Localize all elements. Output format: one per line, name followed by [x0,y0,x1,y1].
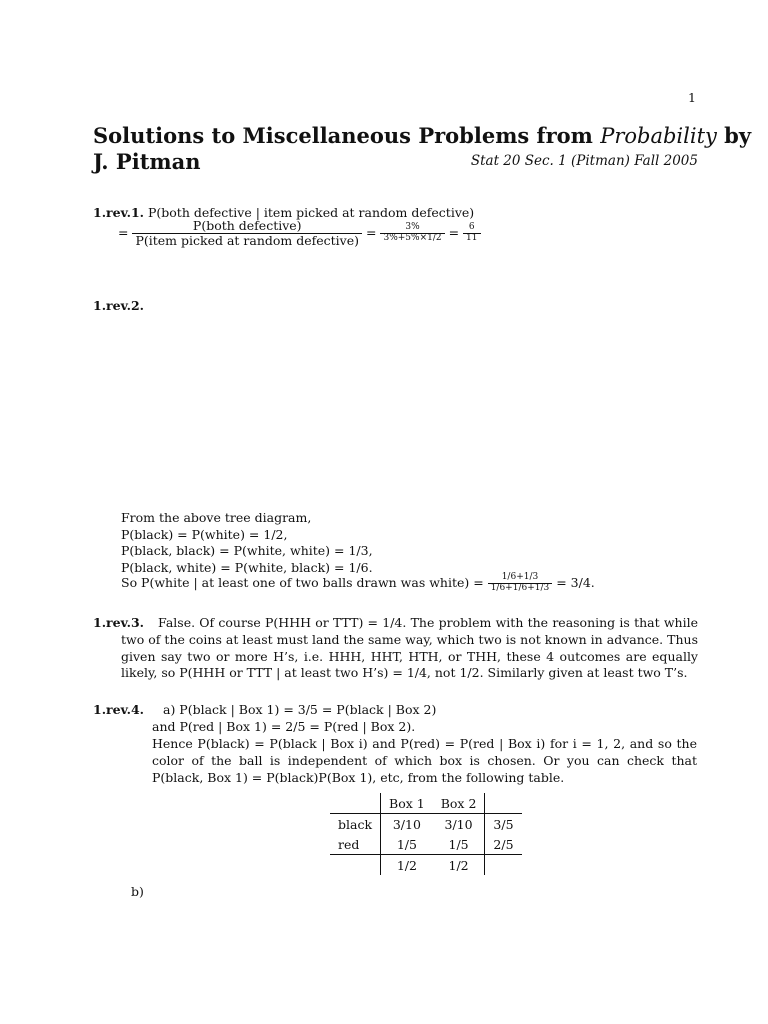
problem-4-line1: a) P(black | Box 1) = 3/5 = P(black | Box 2) [163,702,437,717]
row-label: red [330,834,381,855]
table-cell: 3/10 [381,814,433,835]
table-corner [330,855,381,876]
table-corner [330,793,381,814]
document-title [93,124,751,148]
problem-3-label-text: 1.rev.3. [93,615,144,630]
fraction-numerator: 1/6+1/3 [501,572,539,582]
problem-4-part-b: b) [131,884,144,899]
problem-2-line: P(black, white) = P(white, black) = 1/6. [121,560,373,575]
problem-4-label-text: 1.rev.4. [93,702,144,717]
row-total: 2/5 [485,834,522,855]
problem-2-label-text: 1.rev.2. [93,298,144,313]
table-header-row [330,793,522,814]
column-total: 1/2 [448,857,469,873]
equals-sign: = [118,224,129,240]
fraction-numerator: 6 [468,221,475,232]
problem-3-text: False. Of course P(HHH or TTT) = 1/4. The problem with the reasoning is that while two of the coins at least must land the same way, which two is not known in advance. Thus given say two or more H’s, i.e. HHH, HHT, HTH, or THH, these 4 outcomes are equally likely, so P(HHH or TTT | at least two H’s) = 1/4, not 1/2. Similarly given at least two T’s. [121,615,698,681]
conclusion-prefix: So P(white | at least one of two balls drawn was white) = [121,574,484,590]
equals-sign: = [448,224,460,240]
column-header: Box 1 [381,793,433,814]
problem-2-line: P(black, black) = P(white, white) = 1/3, [121,543,373,558]
fraction-denominator: 11 [463,233,480,244]
problem-4-line2: and P(red | Box 1) = 2/5 = P(red | Box 2). [152,719,416,734]
column-header: Box 2 [440,795,477,811]
problem-2-conclusion [121,573,595,594]
equals-sign: = [366,224,377,240]
table-cell: 1/5 [381,834,433,855]
table-cell: 1/5 [433,834,485,855]
title-italic: Probability [600,124,717,148]
problem-2-line: P(black) = P(white) = 1/2, [121,527,288,542]
title-part1: Solutions to Miscellaneous Problems from [93,123,601,148]
problem-4-label [93,702,144,717]
fraction-numerator: 3% [405,221,420,232]
fraction-denominator: 1/6+1/6+1/3 [488,583,553,594]
page-number: 1 [688,90,696,105]
title-part2: by [716,123,752,148]
problem-1-statement: P(both defective | item picked at random defective) [147,205,475,220]
conclusion-suffix: = 3/4. [556,574,595,590]
course-info: Stat 20 Sec. 1 (Pitman) Fall 2005 [470,153,698,169]
fraction-numerator: P(both defective) [192,218,302,233]
problem-2-line: From the above tree diagram, [121,510,312,525]
row-label: black [330,814,381,835]
conclusion-fraction [488,573,553,594]
main-fraction [132,219,362,248]
probability-table [330,793,522,875]
problem-4-paragraph: Hence P(black) = P(black | Box i) and P(red) = P(red | Box i) for i = 1, 2, and so the color of the ball is independent of which box is chosen. Or you can check that P(black, Box 1) = P(black)P(Box 1), etc, from the following table. [152,736,697,785]
row-total: 3/5 [485,814,522,835]
problem-2-label [93,298,144,313]
grand-total [485,855,522,876]
total-column-header [485,793,522,814]
column-total: 1/2 [381,855,433,876]
table-row [330,814,522,835]
table-totals-row [330,855,522,876]
problem-1-equation [118,219,481,248]
problem-1-label: 1.rev.1. [93,205,144,220]
table-row [330,834,522,855]
fraction-denominator: P(item picked at random defective) [132,233,362,248]
table-cell: 3/10 [433,814,485,835]
fraction-denominator: 3%+5%×1/2 [380,233,444,244]
author-name: J. Pitman [93,149,201,174]
result-fraction [463,223,480,244]
percent-fraction [380,223,444,244]
